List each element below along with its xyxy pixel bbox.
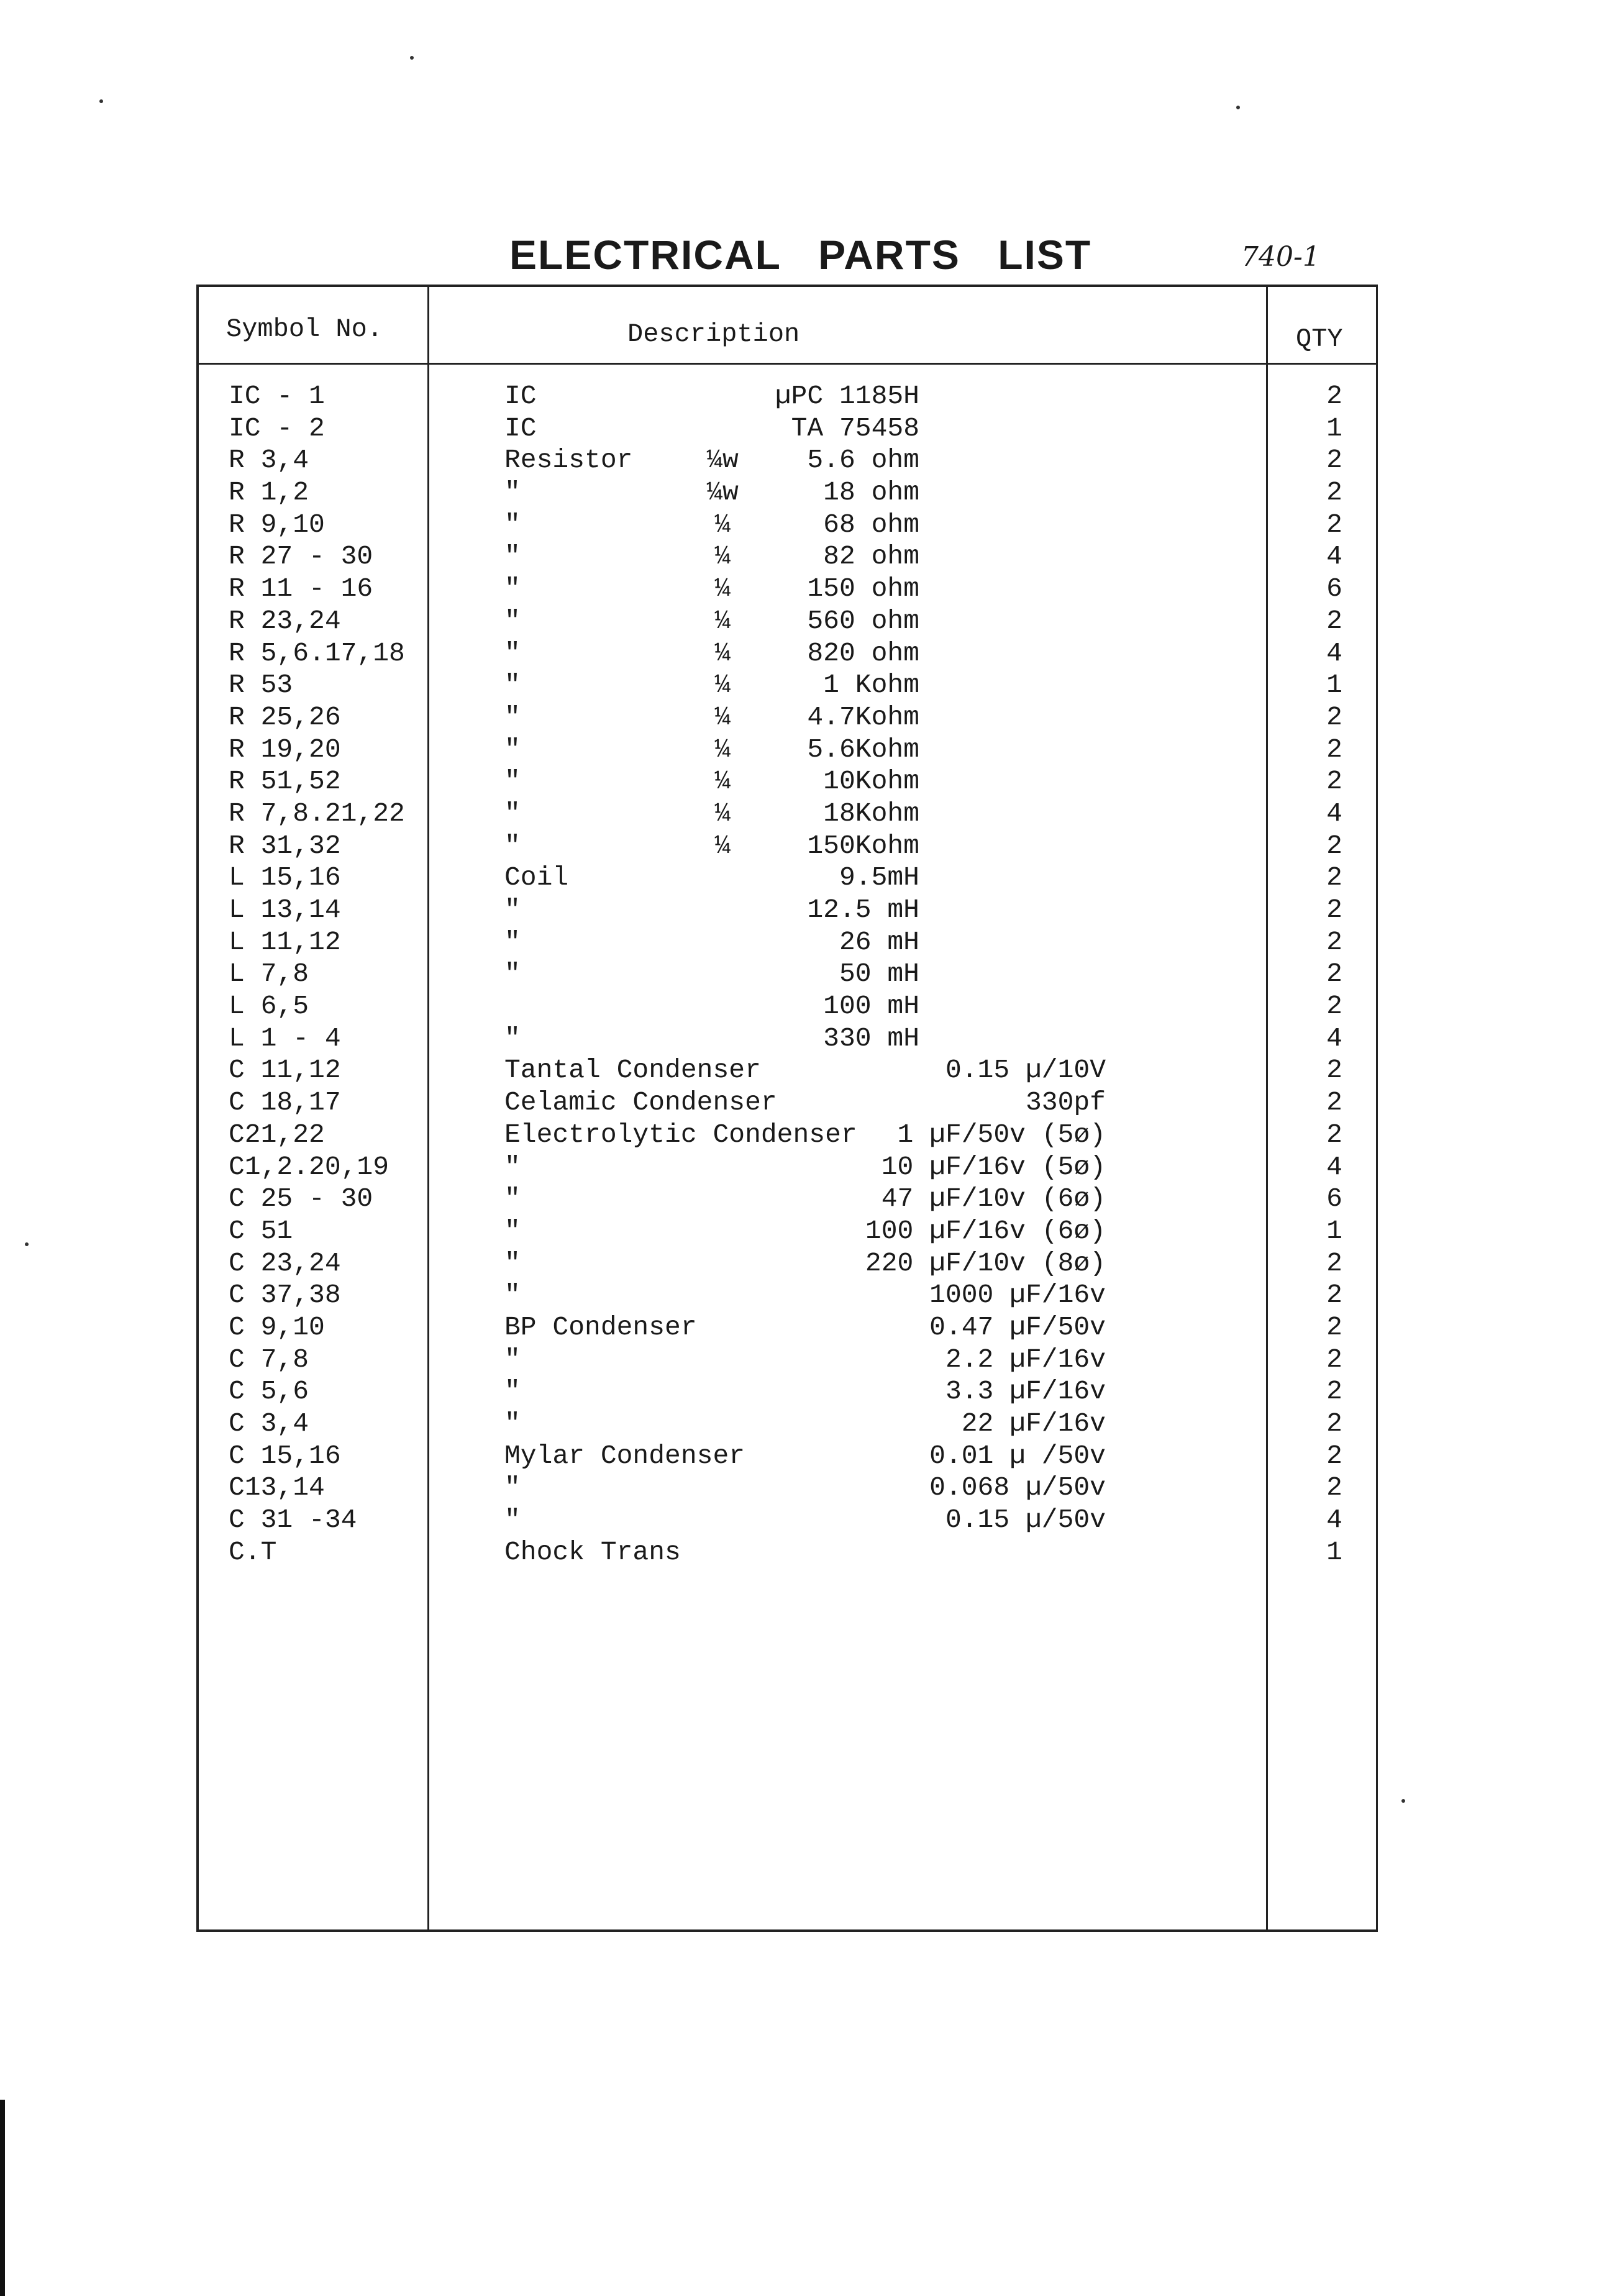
table-row xyxy=(199,380,1376,412)
rating-cell: ¼ xyxy=(714,605,731,636)
document-reference: 740-1 xyxy=(1241,241,1320,273)
qty-cell: 2 xyxy=(1326,766,1342,797)
description-cell: " xyxy=(504,926,521,957)
table-row xyxy=(199,1054,1376,1086)
value-cell: 10Kohm xyxy=(823,766,919,797)
page-title: ELECTRICAL PARTS LIST xyxy=(509,232,1092,278)
table-row xyxy=(199,798,1376,830)
table-row xyxy=(199,1536,1376,1569)
table-row xyxy=(199,1086,1376,1119)
description-cell: " xyxy=(504,734,521,765)
symbol-cell: C 7,8 xyxy=(229,1344,309,1375)
value-detail-cell: 0.01 µ /50v xyxy=(929,1440,1106,1471)
table-row xyxy=(199,1279,1376,1311)
description-cell: " xyxy=(504,1215,521,1246)
header-description: Description xyxy=(627,319,800,349)
qty-cell: 2 xyxy=(1326,1344,1342,1375)
symbol-cell: R 11 - 16 xyxy=(229,573,373,604)
parts-table xyxy=(196,285,1378,1932)
scan-speck xyxy=(99,99,103,103)
table-row xyxy=(199,958,1376,990)
symbol-cell: R 25,26 xyxy=(229,701,341,732)
value-detail-cell: 0.15 µ/50v xyxy=(945,1505,1106,1536)
table-row xyxy=(199,1151,1376,1183)
value-cell: 68 ohm xyxy=(823,509,919,540)
rating-cell: ¼ xyxy=(714,798,731,829)
table-row xyxy=(199,1311,1376,1344)
qty-cell: 4 xyxy=(1326,1151,1342,1182)
symbol-cell: C 37,38 xyxy=(229,1280,341,1311)
description-cell: " xyxy=(504,1472,521,1503)
description-cell: " xyxy=(504,766,521,797)
value-cell: 820 ohm xyxy=(807,637,919,668)
table-row xyxy=(199,1375,1376,1408)
table-row xyxy=(199,509,1376,541)
value-detail-cell: 330pf xyxy=(1025,1087,1106,1118)
rating-cell: ¼ xyxy=(714,573,731,604)
qty-cell: 2 xyxy=(1326,1408,1342,1439)
description-cell: " xyxy=(504,637,521,668)
qty-cell: 2 xyxy=(1326,734,1342,765)
symbol-cell: C.T xyxy=(229,1536,277,1567)
qty-cell: 4 xyxy=(1326,541,1342,572)
description-cell: Mylar Condenser xyxy=(504,1440,745,1471)
table-row xyxy=(199,444,1376,476)
value-cell: 82 ohm xyxy=(823,541,919,572)
rating-cell: ¼ xyxy=(714,509,731,540)
table-row xyxy=(199,734,1376,766)
qty-cell: 2 xyxy=(1326,1440,1342,1471)
description-cell: Celamic Condenser xyxy=(504,1087,777,1118)
symbol-cell: C 5,6 xyxy=(229,1376,309,1407)
description-cell: " xyxy=(504,1376,521,1407)
table-row xyxy=(199,990,1376,1023)
table-row xyxy=(199,1504,1376,1536)
table-row xyxy=(199,894,1376,926)
symbol-cell: R 51,52 xyxy=(229,766,341,797)
scan-edge-mark xyxy=(0,2100,5,2296)
rating-cell: ¼w xyxy=(706,445,739,476)
description-cell: " xyxy=(504,1280,521,1311)
scan-speck xyxy=(410,56,414,60)
table-row xyxy=(199,926,1376,959)
description-cell: " xyxy=(504,959,521,990)
description-cell: Chock Trans xyxy=(504,1536,681,1567)
qty-cell: 2 xyxy=(1326,1087,1342,1118)
value-cell: 9.5mH xyxy=(839,862,919,893)
symbol-cell: L 7,8 xyxy=(229,959,309,990)
table-row xyxy=(199,1408,1376,1440)
table-row xyxy=(199,605,1376,637)
qty-cell: 6 xyxy=(1326,573,1342,604)
symbol-cell: C 31 -34 xyxy=(229,1505,357,1536)
description-cell: " xyxy=(504,1505,521,1536)
header-divider xyxy=(199,363,1376,365)
description-cell: " xyxy=(504,798,521,829)
symbol-cell: C 11,12 xyxy=(229,1055,341,1086)
table-row xyxy=(199,412,1376,445)
qty-cell: 1 xyxy=(1326,1215,1342,1246)
table-row xyxy=(199,669,1376,701)
value-cell: 150 ohm xyxy=(807,573,919,604)
qty-cell: 2 xyxy=(1326,381,1342,411)
rating-cell: ¼ xyxy=(714,830,731,861)
qty-cell: 6 xyxy=(1326,1183,1342,1214)
description-cell: Tantal Condenser xyxy=(504,1055,761,1086)
table-row xyxy=(199,765,1376,798)
rating-cell: ¼ xyxy=(714,734,731,765)
qty-cell: 2 xyxy=(1326,959,1342,990)
value-cell: 50 mH xyxy=(839,959,919,990)
symbol-cell: L 1 - 4 xyxy=(229,1023,341,1054)
value-detail-cell: 10 µF/16v (5ø) xyxy=(881,1151,1106,1182)
table-row xyxy=(199,540,1376,573)
table-row xyxy=(199,476,1376,509)
description-cell: " xyxy=(504,1408,521,1439)
table-row xyxy=(199,1247,1376,1280)
qty-cell: 2 xyxy=(1326,701,1342,732)
table-row xyxy=(199,1472,1376,1504)
description-cell: " xyxy=(504,895,521,925)
value-cell: 18Kohm xyxy=(823,798,919,829)
symbol-cell: R 19,20 xyxy=(229,734,341,765)
qty-cell: 2 xyxy=(1326,1280,1342,1311)
value-cell: µPC 1185H xyxy=(775,381,919,411)
symbol-cell: R 5,6.17,18 xyxy=(229,637,405,668)
value-cell: 5.6Kohm xyxy=(807,734,919,765)
header-qty: QTY xyxy=(1296,324,1343,354)
qty-cell: 2 xyxy=(1326,445,1342,476)
description-cell: IC xyxy=(504,381,537,411)
value-detail-cell: 1 µF/50v (5ø) xyxy=(897,1119,1106,1150)
value-detail-cell: 3.3 µF/16v xyxy=(945,1376,1106,1407)
rating-cell: ¼ xyxy=(714,766,731,797)
value-detail-cell: 0.15 µ/10V xyxy=(945,1055,1106,1086)
scan-speck xyxy=(1401,1799,1405,1803)
symbol-cell: C 3,4 xyxy=(229,1408,309,1439)
rating-cell: ¼ xyxy=(714,637,731,668)
description-cell: Resistor xyxy=(504,445,633,476)
value-cell: 100 mH xyxy=(823,991,919,1022)
value-detail-cell: 100 µF/16v (6ø) xyxy=(865,1215,1106,1246)
value-cell: 26 mH xyxy=(839,926,919,957)
symbol-cell: C21,22 xyxy=(229,1119,325,1150)
symbol-cell: R 23,24 xyxy=(229,605,341,636)
header-symbol: Symbol No. xyxy=(226,314,383,344)
symbol-cell: R 53 xyxy=(229,670,293,701)
table-row xyxy=(199,573,1376,605)
description-cell: " xyxy=(504,670,521,701)
table-row xyxy=(199,862,1376,894)
symbol-cell: R 3,4 xyxy=(229,445,309,476)
symbol-cell: L 15,16 xyxy=(229,862,341,893)
symbol-cell: R 9,10 xyxy=(229,509,325,540)
value-detail-cell: 0.47 µF/50v xyxy=(929,1311,1106,1342)
rating-cell: ¼ xyxy=(714,541,731,572)
value-cell: 560 ohm xyxy=(807,605,919,636)
symbol-cell: C 9,10 xyxy=(229,1311,325,1342)
description-cell: " xyxy=(504,1183,521,1214)
value-cell: TA 75458 xyxy=(791,412,919,444)
qty-cell: 2 xyxy=(1326,895,1342,925)
rating-cell: ¼ xyxy=(714,670,731,701)
description-cell: " xyxy=(504,573,521,604)
symbol-cell: IC - 2 xyxy=(229,412,325,444)
description-cell: " xyxy=(504,477,521,508)
description-cell: " xyxy=(504,830,521,861)
symbol-cell: C 18,17 xyxy=(229,1087,341,1118)
qty-cell: 2 xyxy=(1326,1472,1342,1503)
qty-cell: 2 xyxy=(1326,991,1342,1022)
symbol-cell: R 31,32 xyxy=(229,830,341,861)
rating-cell: ¼w xyxy=(706,477,739,508)
symbol-cell: R 7,8.21,22 xyxy=(229,798,405,829)
qty-cell: 4 xyxy=(1326,1023,1342,1054)
qty-cell: 2 xyxy=(1326,1376,1342,1407)
value-cell: 330 mH xyxy=(823,1023,919,1054)
symbol-cell: C 15,16 xyxy=(229,1440,341,1471)
description-cell: " xyxy=(504,509,521,540)
qty-cell: 2 xyxy=(1326,1119,1342,1150)
table-row xyxy=(199,1183,1376,1215)
qty-cell: 2 xyxy=(1326,1247,1342,1278)
table-row xyxy=(199,830,1376,862)
value-detail-cell: 0.068 µ/50v xyxy=(929,1472,1106,1503)
value-detail-cell: 220 µF/10v (8ø) xyxy=(865,1247,1106,1278)
table-row xyxy=(199,1119,1376,1151)
description-cell: IC xyxy=(504,412,537,444)
value-cell: 18 ohm xyxy=(823,477,919,508)
description-cell: " xyxy=(504,701,521,732)
qty-cell: 2 xyxy=(1326,605,1342,636)
value-cell: 150Kohm xyxy=(807,830,919,861)
table-row xyxy=(199,637,1376,670)
symbol-cell: R 1,2 xyxy=(229,477,309,508)
qty-cell: 2 xyxy=(1326,830,1342,861)
table-row xyxy=(199,1215,1376,1247)
rating-cell: ¼ xyxy=(714,701,731,732)
value-detail-cell: 22 µF/16v xyxy=(961,1408,1106,1439)
symbol-cell: C 25 - 30 xyxy=(229,1183,373,1214)
qty-cell: 2 xyxy=(1326,862,1342,893)
qty-cell: 2 xyxy=(1326,509,1342,540)
qty-cell: 2 xyxy=(1326,926,1342,957)
symbol-cell: L 13,14 xyxy=(229,895,341,925)
value-cell: 1 Kohm xyxy=(823,670,919,701)
qty-cell: 4 xyxy=(1326,637,1342,668)
value-detail-cell: 1000 µF/16v xyxy=(929,1280,1106,1311)
description-cell: " xyxy=(504,1023,521,1054)
table-row xyxy=(199,1344,1376,1376)
description-cell: Electrolytic Condenser xyxy=(504,1119,857,1150)
qty-cell: 1 xyxy=(1326,412,1342,444)
symbol-cell: IC - 1 xyxy=(229,381,325,411)
description-cell: " xyxy=(504,1151,521,1182)
qty-cell: 2 xyxy=(1326,1311,1342,1342)
description-cell: Coil xyxy=(504,862,569,893)
table-row xyxy=(199,1023,1376,1055)
description-cell: " xyxy=(504,1344,521,1375)
description-cell: " xyxy=(504,605,521,636)
value-detail-cell: 47 µF/10v (6ø) xyxy=(881,1183,1106,1214)
qty-cell: 1 xyxy=(1326,670,1342,701)
scan-speck xyxy=(25,1242,29,1246)
symbol-cell: C13,14 xyxy=(229,1472,325,1503)
scan-speck xyxy=(1236,106,1240,109)
qty-cell: 4 xyxy=(1326,1505,1342,1536)
value-cell: 12.5 mH xyxy=(807,895,919,925)
table-row xyxy=(199,701,1376,734)
symbol-cell: C 23,24 xyxy=(229,1247,341,1278)
symbol-cell: L 6,5 xyxy=(229,991,309,1022)
symbol-cell: C 51 xyxy=(229,1215,293,1246)
value-detail-cell: 2.2 µF/16v xyxy=(945,1344,1106,1375)
value-cell: 4.7Kohm xyxy=(807,701,919,732)
symbol-cell: C1,2.20,19 xyxy=(229,1151,390,1182)
description-cell: " xyxy=(504,1247,521,1278)
qty-cell: 1 xyxy=(1326,1536,1342,1567)
symbol-cell: L 11,12 xyxy=(229,926,341,957)
description-cell: BP Condenser xyxy=(504,1311,697,1342)
symbol-cell: R 27 - 30 xyxy=(229,541,373,572)
description-cell: " xyxy=(504,541,521,572)
value-cell: 5.6 ohm xyxy=(807,445,919,476)
qty-cell: 2 xyxy=(1326,1055,1342,1086)
table-row xyxy=(199,1440,1376,1472)
qty-cell: 2 xyxy=(1326,477,1342,508)
qty-cell: 4 xyxy=(1326,798,1342,829)
table-body xyxy=(199,380,1376,1568)
